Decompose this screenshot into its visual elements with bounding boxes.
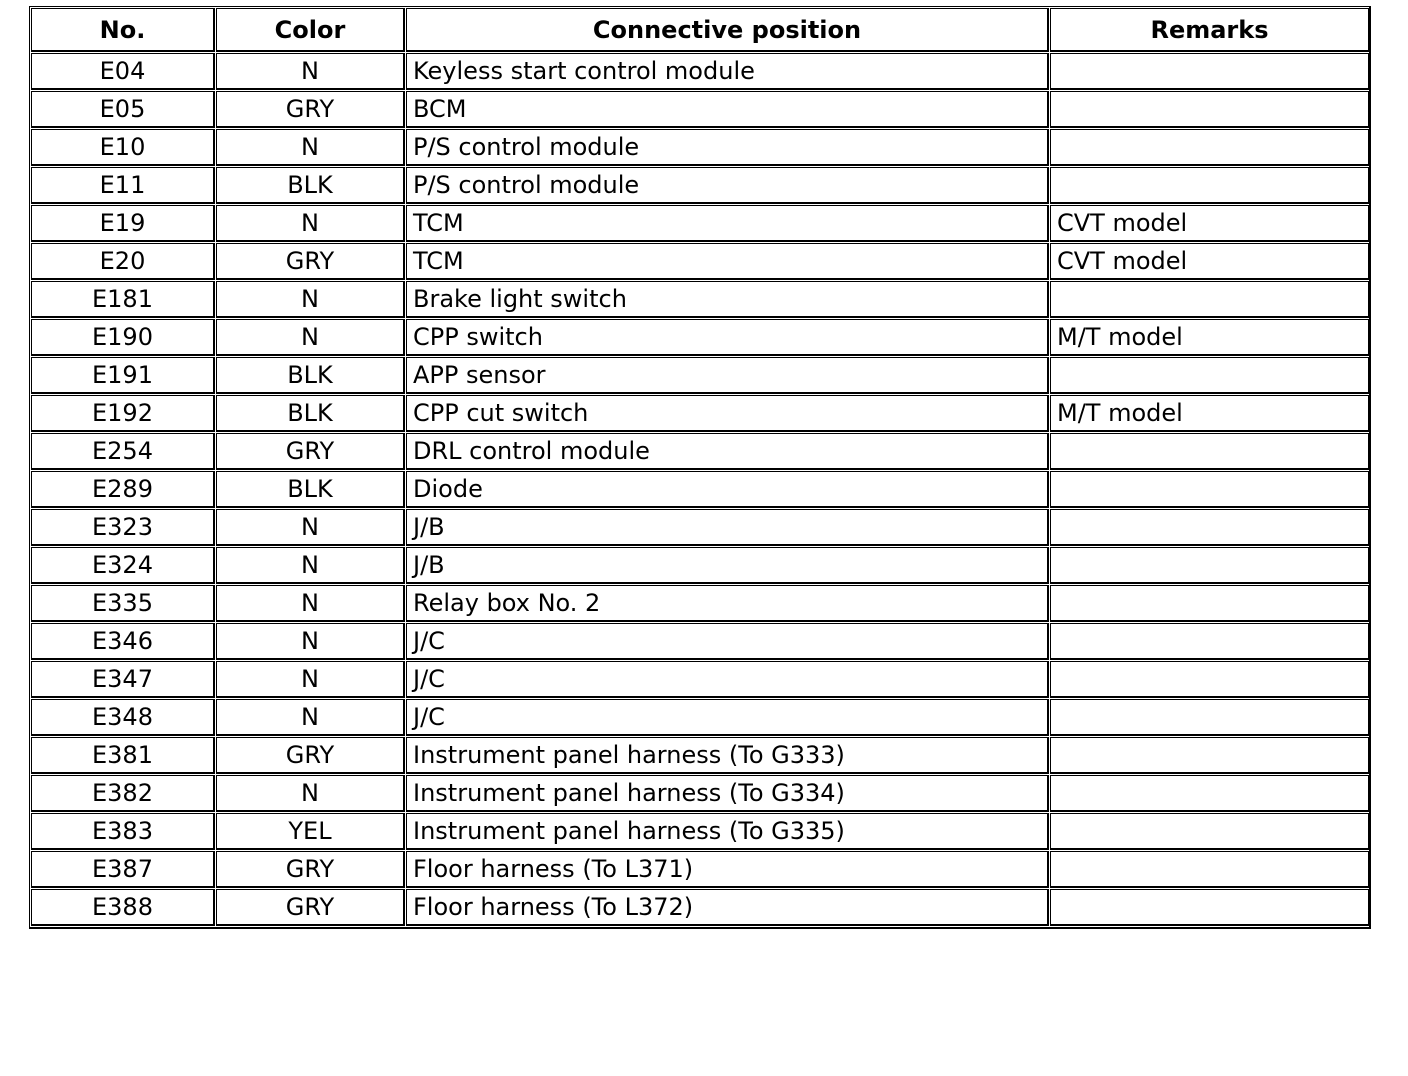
table-row: [31, 471, 1370, 508]
cell-color: GRY: [216, 851, 405, 888]
cell-remarks: CVT model: [1050, 243, 1370, 280]
cell-no: E383: [31, 813, 215, 850]
cell-connective-position: TCM: [406, 205, 1049, 242]
table-row: [31, 395, 1370, 432]
cell-color: BLK: [216, 395, 405, 432]
table-row: [31, 547, 1370, 584]
cell-color: YEL: [216, 813, 405, 850]
cell-color: N: [216, 623, 405, 660]
table-row: [31, 243, 1370, 280]
cell-remarks: [1050, 889, 1370, 926]
table-row: [31, 205, 1370, 242]
cell-connective-position: Instrument panel harness (To G334): [406, 775, 1049, 812]
cell-no: E254: [31, 433, 215, 470]
cell-color: N: [216, 53, 405, 90]
table-row: [31, 281, 1370, 318]
cell-color: N: [216, 547, 405, 584]
table-row: [31, 357, 1370, 394]
cell-no: E181: [31, 281, 215, 318]
cell-no: E190: [31, 319, 215, 356]
cell-no: E19: [31, 205, 215, 242]
connector-table-grid: [30, 7, 1371, 927]
header-row: [31, 8, 1370, 52]
cell-connective-position: CPP cut switch: [406, 395, 1049, 432]
cell-no: E335: [31, 585, 215, 622]
cell-color: N: [216, 205, 405, 242]
cell-remarks: [1050, 851, 1370, 888]
cell-no: E11: [31, 167, 215, 204]
cell-no: E323: [31, 509, 215, 546]
cell-no: E381: [31, 737, 215, 774]
cell-no: E10: [31, 129, 215, 166]
cell-color: N: [216, 281, 405, 318]
cell-connective-position: J/C: [406, 623, 1049, 660]
cell-connective-position: Floor harness (To L371): [406, 851, 1049, 888]
cell-connective-position: J/B: [406, 509, 1049, 546]
cell-connective-position: P/S control module: [406, 129, 1049, 166]
cell-no: E04: [31, 53, 215, 90]
cell-remarks: [1050, 813, 1370, 850]
table-row: [31, 889, 1370, 926]
cell-remarks: [1050, 53, 1370, 90]
cell-color: N: [216, 775, 405, 812]
cell-connective-position: Brake light switch: [406, 281, 1049, 318]
cell-remarks: M/T model: [1050, 319, 1370, 356]
cell-remarks: [1050, 661, 1370, 698]
table-row: [31, 167, 1370, 204]
cell-no: E388: [31, 889, 215, 926]
cell-connective-position: Floor harness (To L372): [406, 889, 1049, 926]
table-row: [31, 53, 1370, 90]
cell-remarks: [1050, 737, 1370, 774]
cell-color: BLK: [216, 167, 405, 204]
cell-remarks: [1050, 91, 1370, 128]
table-row: [31, 129, 1370, 166]
cell-connective-position: Keyless start control module: [406, 53, 1049, 90]
cell-color: N: [216, 699, 405, 736]
table-row: [31, 433, 1370, 470]
cell-connective-position: J/C: [406, 699, 1049, 736]
cell-no: E05: [31, 91, 215, 128]
cell-connective-position: Diode: [406, 471, 1049, 508]
cell-no: E324: [31, 547, 215, 584]
cell-color: N: [216, 585, 405, 622]
cell-remarks: [1050, 471, 1370, 508]
header-remarks: Remarks: [1050, 8, 1370, 52]
cell-color: GRY: [216, 433, 405, 470]
header-connective-position: Connective position: [406, 8, 1049, 52]
cell-connective-position: J/B: [406, 547, 1049, 584]
cell-connective-position: CPP switch: [406, 319, 1049, 356]
header-no: No.: [31, 8, 215, 52]
cell-remarks: [1050, 129, 1370, 166]
table-row: [31, 699, 1370, 736]
cell-color: BLK: [216, 471, 405, 508]
cell-connective-position: TCM: [406, 243, 1049, 280]
cell-color: N: [216, 129, 405, 166]
cell-color: N: [216, 319, 405, 356]
cell-no: E347: [31, 661, 215, 698]
cell-remarks: [1050, 585, 1370, 622]
cell-connective-position: Instrument panel harness (To G333): [406, 737, 1049, 774]
cell-connective-position: DRL control module: [406, 433, 1049, 470]
cell-remarks: M/T model: [1050, 395, 1370, 432]
cell-connective-position: BCM: [406, 91, 1049, 128]
cell-remarks: [1050, 433, 1370, 470]
cell-remarks: CVT model: [1050, 205, 1370, 242]
cell-color: GRY: [216, 91, 405, 128]
cell-no: E192: [31, 395, 215, 432]
cell-no: E20: [31, 243, 215, 280]
cell-remarks: [1050, 167, 1370, 204]
table-row: [31, 585, 1370, 622]
cell-remarks: [1050, 623, 1370, 660]
cell-color: GRY: [216, 737, 405, 774]
table-row: [31, 661, 1370, 698]
cell-color: GRY: [216, 243, 405, 280]
table-row: [31, 851, 1370, 888]
connector-table: [29, 6, 1371, 929]
cell-no: E289: [31, 471, 215, 508]
cell-remarks: [1050, 281, 1370, 318]
cell-connective-position: J/C: [406, 661, 1049, 698]
cell-color: GRY: [216, 889, 405, 926]
cell-color: N: [216, 509, 405, 546]
cell-no: E348: [31, 699, 215, 736]
cell-connective-position: APP sensor: [406, 357, 1049, 394]
cell-connective-position: P/S control module: [406, 167, 1049, 204]
table-row: [31, 319, 1370, 356]
cell-no: E346: [31, 623, 215, 660]
cell-remarks: [1050, 357, 1370, 394]
cell-color: N: [216, 661, 405, 698]
table-row: [31, 509, 1370, 546]
table-row: [31, 775, 1370, 812]
cell-remarks: [1050, 699, 1370, 736]
cell-remarks: [1050, 547, 1370, 584]
table-row: [31, 623, 1370, 660]
table-row: [31, 813, 1370, 850]
cell-connective-position: Relay box No. 2: [406, 585, 1049, 622]
cell-connective-position: Instrument panel harness (To G335): [406, 813, 1049, 850]
cell-no: E191: [31, 357, 215, 394]
cell-no: E382: [31, 775, 215, 812]
cell-no: E387: [31, 851, 215, 888]
table-row: [31, 91, 1370, 128]
cell-color: BLK: [216, 357, 405, 394]
cell-remarks: [1050, 775, 1370, 812]
header-color: Color: [216, 8, 405, 52]
table-row: [31, 737, 1370, 774]
cell-remarks: [1050, 509, 1370, 546]
